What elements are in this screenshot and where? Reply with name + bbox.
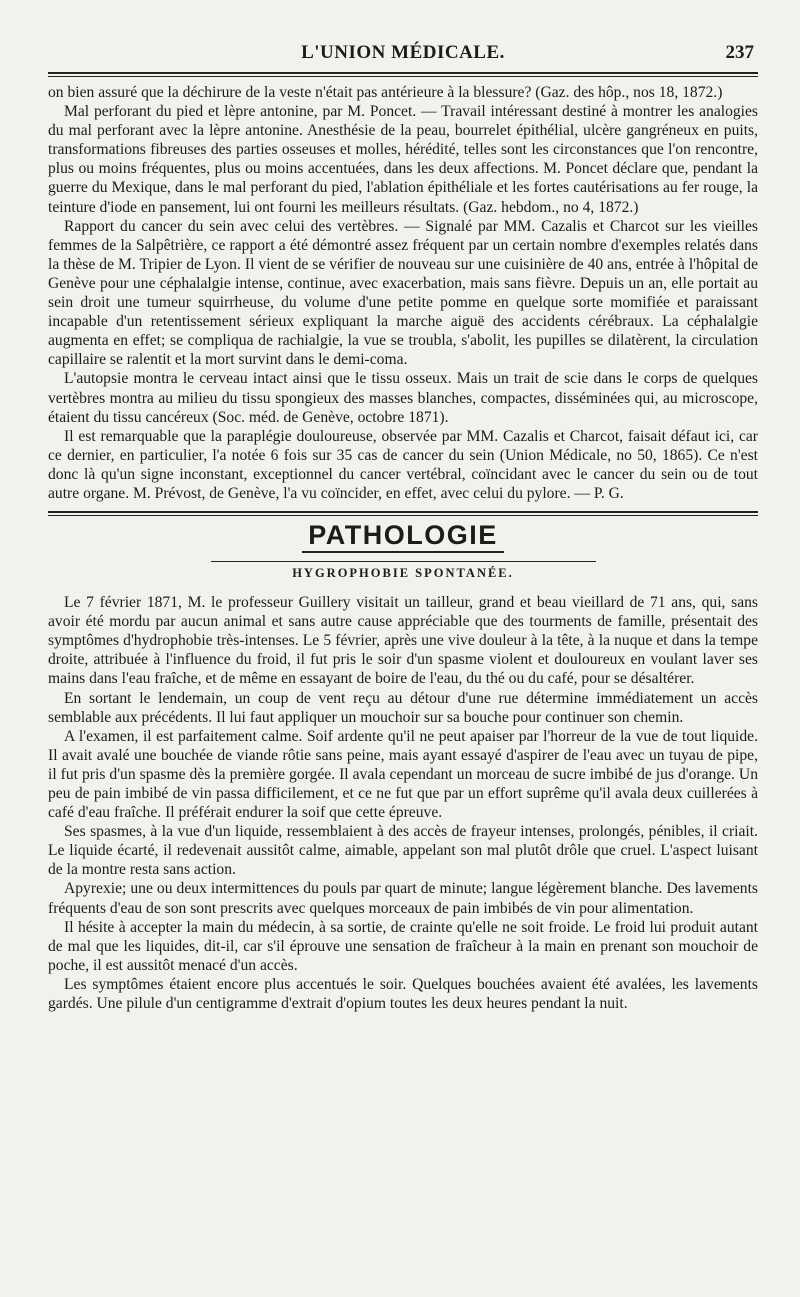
review-section — [48, 83, 758, 503]
paragraph: A l'examen, il est parfaitement calme. Soif ardente qu'il ne peut apaiser par l'horreur de la vue de tout liquide. Il avait avalé une bouchée de viande rôtie sans peine, mais ayant essayé d'aspirer de l'eau avec un tuyau de pipe, il fut pris d'un spasme dès la première gorgée. Il avala cependant un morceau de sucre imbibé de jus d'orange. Un peu de pain imbibé de vin passa difficilement, et ce ne fut que par un effort suprême qu'il avala deux cuillerées à café d'eau fraîche. Il préférait endurer la soif que cette épreuve. — [48, 727, 758, 822]
paragraph: Mal perforant du pied et lèpre antonine, par M. Poncet. — Travail intéressant destiné à montrer les analogies du mal perforant avec la lèpre antonine. Anesthésie de la peau, bourrelet épithélial, ulcère gangréneux en puits, transformations fibreuses des parties osseuses et molles, hérédité, telles sont les circonstances que l'on rencontre, plus ou moins fréquentes, plus ou moins accentuées, dans les deux affections. M. Poncet déclare que, pendant la guerre du Mexique, dans le mal perforant du pied, l'ablation épithéliale et les fortes cautérisations au fer rouge, la teinture d'iode en pansement, lui ont fourni les meilleurs résultats. (Gaz. hebdom., no 4, 1872.) — [48, 103, 758, 216]
article-subtitle — [48, 561, 758, 581]
paragraph: Ses spasmes, à la vue d'un liquide, ressemblaient à des accès de frayeur intenses, prolongés, pénibles, il criait. Le liquide écarté, il redevenait aussitôt calme, aimable, appelant son mal plutôt drôle que cruel. L'aspect luisant de la montre resta sans action. — [48, 823, 758, 879]
article-subtitle-text: HYGROPHOBIE SPONTANÉE. — [211, 561, 596, 581]
paragraph: Le 7 février 1871, M. le professeur Guillery visitait un tailleur, grand et beau vieillard de 71 ans, qui, sans avoir été mordu par aucun animal et sans autre cause appréciable que des tourments de famille, présentait des symptômes d'hydrophobie très-intenses. Le 5 février, après une vive douleur à la tête, à la nuque et dans la tempe droite, attribuée à l'influence du froid, il fut pris le soir d'un spasme violent et douloureux en voulant laver ses mains dans l'eau fraîche, et de même en essayant de boire de l'eau, du thé ou du café, pour se désaltérer. — [48, 594, 758, 688]
page-number: 237 — [725, 42, 754, 63]
page-header — [48, 38, 758, 72]
article-body — [48, 593, 758, 1013]
paragraph: Rapport du cancer du sein avec celui des vertèbres. — Signalé par MM. Cazalis et Charcot sur les vieilles femmes de la Salpêtrière, ce rapport a été démontré assez fréquent par un certain nombre d'exemples relatés dans la thèse de M. Tripier de Lyon. Il vient de se vérifier de nouveau sur une cuisinière de 40 ans, entrée à l'hôpital de Genève pour une céphalalgie intense, continue, avec exacerbation, mais sans fièvre. Depuis un an, elle portait au sein droit une tumeur squirrheuse, du volume d'une petite pomme en quelque sorte momifiée et paraissant incapable d'un retentissement sérieux expliquant la marche aiguë des accidents cérébraux. La céphalalgie augmenta en effet; se compliqua de rachialgie, la vue se troubla, s'abolit, les pupilles se dilatèrent, la circulation capillaire se ralentit et la mort survint dans le demi-coma. — [48, 217, 758, 369]
paragraph: En sortant le lendemain, un coup de vent reçu au détour d'une rue détermine immédiatement un accès semblable aux précédents. Il lui faut appliquer un mouchoir sur sa bouche pour continuer son chemin. — [48, 689, 758, 726]
paragraph: Il est remarquable que la paraplégie douloureuse, observée par MM. Cazalis et Charcot, faisait défaut ici, car ce dernier, en particulier, l'a notée 6 fois sur 35 cas de cancer du sein (Union Médicale, no 50, 1865). Ce n'est donc là qu'un signe inconstant, exceptionnel du cancer vertébral, coïncidant avec le cancer du sein ou de tout autre organe. M. Prévost, de Genève, l'a vu coïncider, en effet, avec celui du pylore. — P. G. — [48, 427, 758, 502]
section-title: PATHOLOGIE — [302, 518, 504, 553]
paragraph: on bien assuré que la déchirure de la veste n'était pas antérieure à la blessure? (Gaz. des hôp., nos 18, 1872.) — [48, 84, 723, 101]
paragraph: L'autopsie montra le cerveau intact ainsi que le tissu osseux. Mais un trait de scie dans le corps de quelques vertèbres montra au milieu du tissu spongieux des masses blanches, compactes, disséminées qui, au microscope, étaient du tissu cancéreux (Soc. méd. de Genève, octobre 1871). — [48, 370, 758, 426]
section-separator — [48, 511, 758, 516]
paragraph: Apyrexie; une ou deux intermittences du pouls par quart de minute; langue légèrement blanche. Des lavements fréquents d'eau de son sont prescrits avec quelques morceaux de pain imbibés de vin pour alimentation. — [48, 880, 758, 917]
paragraph: Les symptômes étaient encore plus accentués le soir. Quelques bouchées avaient été avalées, les lavements gardés. Une pilule d'un centigramme d'extrait d'opium toutes les deux heures pendant la nuit. — [48, 975, 758, 1013]
section-heading — [48, 518, 758, 553]
paragraph: Il hésite à accepter la main du médecin, à sa sortie, de crainte qu'elle ne soit froide. Le froid lui produit autant de mal que les liquides, dit-il, car s'il éprouve une sensation de fraîcheur à la main en prenant son mouchoir de poche, il est aussitôt menacé d'un accès. — [48, 918, 758, 974]
running-title: L'UNION MÉDICALE. — [301, 42, 505, 63]
header-rule — [48, 72, 758, 77]
